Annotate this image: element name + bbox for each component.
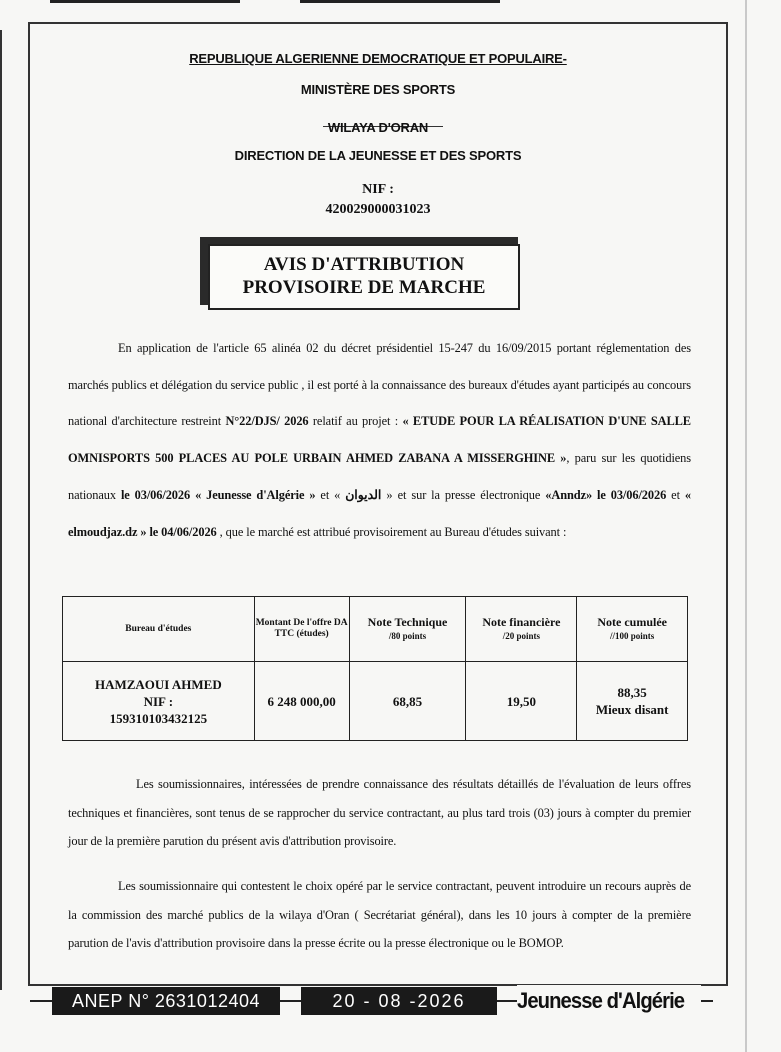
table-row — [63, 662, 688, 741]
press-1: «Anndz» le 03/06/2026 — [545, 487, 667, 502]
title-line-2: PROVISOIRE DE MARCHE — [242, 277, 486, 298]
project-title: « ETUDE POUR LA RÉALISATION D'UNE SALLE OMNISPORTS 500 PLACES AU POLE URBAIN AHMED ZABANA A MISSERGHINE » — [68, 414, 691, 466]
table-header-row — [63, 597, 688, 662]
republic-heading: REPUBLIQUE ALGERIENNE DEMOCRATIQUE ET POPULAIRE- — [189, 51, 567, 66]
nif-value: 420029000031023 — [325, 202, 431, 217]
anep-number: ANEP N° 2631012404 — [52, 987, 280, 1015]
paragraph-application: En application de l'article 65 alinéa 02 du décret présidentiel 15-247 du 16/09/2015 portant réglementation des marchés publics et délégation du service public , il est porté à la connaissance des bureaux d'études ayant participés au concours national d'architecture restreint N°22/DJS/ 2026 relatif au projet : « ETUDE POUR LA RÉALISATION D'UNE SALLE OMNISPORTS 500 PLACES AU POLE URBAIN AHMED ZABANA A MISSERGHINE », paru sur les quotidiens nationaux le 03/06/2026 « Jeunesse d'Algérie » et « الديوان » et sur la presse électronique «Anndz» le 03/06/2026 et « elmoudjaz.dz » le 04/06/2026 , que le marché est attribué provisoirement au Bureau d'études suivant : — [68, 341, 692, 539]
right-rule — [745, 0, 747, 1052]
direction-heading: DIRECTION DE LA JEUNESSE ET DES SPORTS — [234, 148, 522, 163]
title-line-1: AVIS D'ATTRIBUTION — [263, 254, 465, 275]
cell-fin: 19,50 — [466, 662, 577, 741]
col-cum: Note cumulée //100 points — [577, 597, 688, 662]
col-fin: Note financière /20 points — [466, 597, 577, 662]
ministry-heading: MINISTÈRE DES SPORTS — [300, 82, 456, 97]
paragraph-recourse: Les soumissionnaire qui contestent le choix opéré par le service contractant, peuvent introduire un recours auprès de la commission des marché publics de la wilaya d'Oran ( Secrétariat général), dans les 10 jours à compter de la première parution de l'avis d'attribution provisoire dans la presse écrite ou la presse électronique ou le BOMOP. — [68, 879, 691, 950]
top-edge-bars — [50, 0, 500, 3]
publication-date: 20 - 08 -2026 — [301, 987, 497, 1015]
press-2: « elmoudjaz.dz » le 04/06/2026 — [68, 487, 691, 539]
arabic-newspaper: الديوان — [345, 487, 382, 502]
col-montant: Montant De l'offre DA TTC (études) — [254, 597, 349, 662]
cell-cum: 88,35 Mieux disant — [577, 662, 688, 741]
cell-bureau: HAMZAOUI AHMED NIF : 159310103432125 — [63, 662, 255, 741]
publication-date-1: le 03/06/2026 « Jeunesse d'Algérie » — [120, 487, 316, 502]
award-table — [62, 596, 688, 741]
nif-label: NIF : — [362, 182, 394, 197]
wilaya-heading: WILAYA D'ORAN — [327, 120, 429, 135]
col-bureau: Bureau d'études — [63, 597, 255, 662]
col-tech: Note Technique /80 points — [349, 597, 466, 662]
footer-strip — [0, 985, 781, 1017]
cell-tech: 68,85 — [349, 662, 466, 741]
newspaper-logo: Jeunesse d'Algérie — [517, 985, 701, 1017]
reference-number: N°22/DJS/ 2026 — [225, 414, 309, 429]
notice-title — [208, 244, 520, 310]
notice-frame — [28, 22, 728, 986]
paragraph-results: Les soumissionnaires, intéressées de prendre connaissance des résultats détaillés de l'évaluation de leurs offres techniques et financières, sont tenus de se rapprocher du service contractant, au plus tard trois (03) jours à compter du premier jour de la première parution du présent avis d'attribution provisoire. — [68, 777, 691, 848]
left-rule — [0, 30, 2, 990]
cell-montant: 6 248 000,00 — [254, 662, 349, 741]
